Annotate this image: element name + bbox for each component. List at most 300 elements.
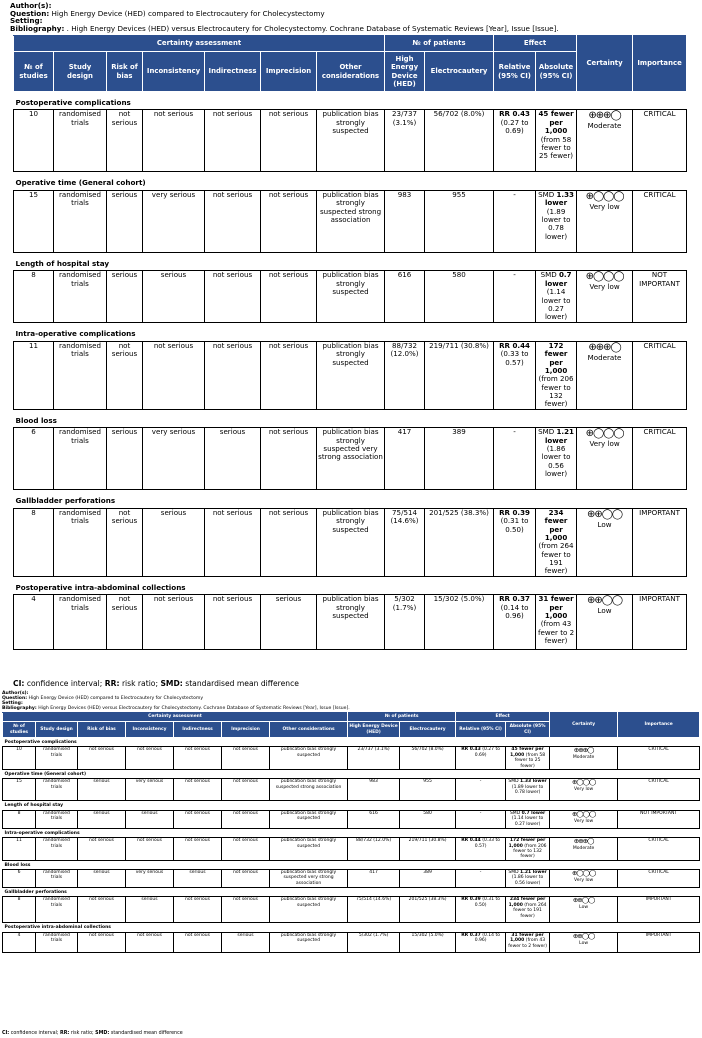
cell-inconsistency: serious <box>143 271 205 323</box>
absolute-ci: (from 264 fewer to 191 fewer) <box>538 541 574 576</box>
certainty-rating-icon: ⊕⊕⊕◯ <box>588 110 621 122</box>
footnote-ci-text-small: confidence interval; <box>10 1031 59 1036</box>
cell-importance: CRITICAL <box>618 747 700 770</box>
cell-ec: 219/711 (30.8%) <box>425 341 494 409</box>
cell-inconsistency: serious <box>143 508 205 576</box>
cell-risk: serious <box>78 870 126 888</box>
question-label-small: Question: <box>2 696 28 702</box>
absolute-ci: (1.86 lower to 0.56 lower) <box>541 444 571 479</box>
table-row <box>3 747 700 770</box>
cell-indirectness: not serious <box>174 810 222 828</box>
cell-ec: 955 <box>400 779 456 801</box>
bibliography-label: Bibliography: <box>10 23 65 33</box>
cell-importance: CRITICAL <box>618 838 700 861</box>
absolute-ci: (1.89 lower to 0.78 lower) <box>541 206 571 241</box>
cell-risk: not serious <box>107 110 143 172</box>
author-label-small: Author(s): <box>2 691 29 696</box>
cell-risk: serious <box>78 810 126 828</box>
cell-ec: 389 <box>400 870 456 888</box>
cell-absolute <box>536 341 577 409</box>
cell-certainty <box>577 508 633 576</box>
cell-relative <box>456 932 506 952</box>
absolute-ci: (1.14 lower to 0.27 lower) <box>541 287 571 322</box>
cell-absolute <box>536 595 577 650</box>
certainty-label: Low <box>579 905 589 911</box>
cell-absolute <box>506 897 550 923</box>
cell-other: publication bias strongly suspected <box>317 508 385 576</box>
certainty-label: Very low <box>574 818 594 824</box>
outcome-heading <box>14 409 687 427</box>
outcome-name: Postoperative complications <box>3 738 700 747</box>
relative-ci: - <box>479 810 482 816</box>
absolute-prefix: SMD <box>538 189 555 199</box>
cell-imprecision: not serious <box>222 747 270 770</box>
cell-importance: CRITICAL <box>633 428 687 490</box>
hed-header: High Energy Device (HED) <box>385 52 425 92</box>
cell-other: publication bias strongly suspected strong association <box>317 190 385 252</box>
relative-ci: - <box>513 270 516 280</box>
indirectness-header: Indirectness <box>205 52 261 92</box>
cell-imprecision: not serious <box>261 190 317 252</box>
cell-imprecision: not serious <box>261 341 317 409</box>
effect-header: Effect <box>494 36 577 52</box>
cell-inconsistency: very serious <box>143 190 205 252</box>
relative-estimate: RR 0.44 <box>461 838 481 844</box>
certainty-rating-icon: ⊕⊕⊕◯ <box>588 341 621 353</box>
absolute-ci: (from 206 fewer to 132 fewer) <box>538 374 574 409</box>
relative-ci: (0.33 to 0.57) <box>474 838 500 849</box>
certainty-label: Moderate <box>572 845 595 851</box>
header-block <box>10 2 702 32</box>
cell-indirectness: not serious <box>174 932 222 952</box>
cell-ec: 15/302 (5.0%) <box>425 595 494 650</box>
num-studies-header: № of studies <box>14 52 54 92</box>
absolute-estimate: 45 fewer per 1,000 <box>538 109 574 136</box>
other-considerations-header-small: Other considerations <box>270 722 348 738</box>
absolute-estimate: 1.21 lower <box>520 870 547 876</box>
cell-hed: 23/737 (3.1%) <box>385 110 425 172</box>
cell-imprecision: not serious <box>222 779 270 801</box>
cell-hed: 23/737 (3.1%) <box>348 747 400 770</box>
cell-risk: serious <box>107 271 143 323</box>
certainty-assessment-header: Certainty assessment <box>14 36 385 52</box>
cell-design: randomised trials <box>36 870 78 888</box>
footnote-small <box>2 1031 183 1036</box>
cell-other: publication bias strongly suspected <box>270 897 348 923</box>
cell-hed: 983 <box>385 190 425 252</box>
cell-hed: 417 <box>385 428 425 490</box>
cell-inconsistency: not serious <box>143 595 205 650</box>
cell-studies: 10 <box>14 110 54 172</box>
inconsistency-header: Inconsistency <box>143 52 205 92</box>
header-block-small <box>2 691 350 711</box>
relative-ci: (0.14 to 0.96) <box>500 602 529 620</box>
absolute-ci: (from 206 fewer to 132 fewer) <box>513 843 547 860</box>
absolute-prefix: SMD <box>508 779 519 785</box>
certainty-label: Moderate <box>587 121 622 131</box>
cell-other: publication bias strongly suspected <box>270 747 348 770</box>
imprecision-header: Imprecision <box>261 52 317 92</box>
cell-importance: IMPORTANT <box>618 932 700 952</box>
outcome-heading <box>14 490 687 508</box>
footnote-ci-label: CI: <box>13 679 25 688</box>
certainty-rating-icon: ⊕⊕◯◯ <box>586 595 623 607</box>
cell-absolute <box>536 110 577 172</box>
cell-importance: NOT IMPORTANT <box>633 271 687 323</box>
cell-indirectness: not serious <box>174 747 222 770</box>
cell-hed: 5/302 (1.7%) <box>348 932 400 952</box>
cell-studies: 6 <box>14 428 54 490</box>
importance-header-small: Importance <box>618 713 700 738</box>
relative-estimate: RR 0.37 <box>499 594 530 604</box>
certainty-rating-icon: ⊕◯◯◯ <box>585 271 624 283</box>
cell-studies: 11 <box>14 341 54 409</box>
effect-header-small: Effect <box>456 713 550 722</box>
certainty-label: Moderate <box>587 352 622 362</box>
cell-indirectness: not serious <box>174 838 222 861</box>
table-row <box>14 271 687 323</box>
cell-inconsistency: not serious <box>143 110 205 172</box>
outcome-heading <box>3 860 700 869</box>
table-row <box>14 508 687 576</box>
cell-other: publication bias strongly suspected <box>317 110 385 172</box>
cell-indirectness: not serious <box>205 110 261 172</box>
cell-risk: not serious <box>107 341 143 409</box>
electrocautery-header-small: Electrocautery <box>400 722 456 738</box>
cell-absolute <box>506 838 550 861</box>
cell-studies: 4 <box>3 932 36 952</box>
outcome-heading <box>3 769 700 778</box>
absolute-header: Absolute (95% CI) <box>536 52 577 92</box>
cell-other: publication bias strongly suspected <box>270 932 348 952</box>
cell-imprecision: not serious <box>222 838 270 861</box>
cell-design: randomised trials <box>54 508 107 576</box>
table-row <box>3 838 700 861</box>
certainty-rating-icon: ⊕⊕⊕◯ <box>573 837 594 846</box>
risk-of-bias-header-small: Risk of bias <box>78 722 126 738</box>
cell-certainty <box>550 747 618 770</box>
cell-inconsistency: very serious <box>143 428 205 490</box>
certainty-label: Low <box>597 605 612 615</box>
cell-hed: 616 <box>385 271 425 323</box>
relative-ci: - <box>479 870 482 876</box>
absolute-estimate: 0.7 lower <box>521 810 546 816</box>
cell-imprecision: not serious <box>222 810 270 828</box>
cell-certainty <box>550 838 618 861</box>
table-row <box>3 870 700 888</box>
certainty-label: Low <box>579 940 589 946</box>
table-row <box>3 932 700 952</box>
relative-ci: (0.33 to 0.57) <box>500 349 529 367</box>
footnote-smd-text-small: standardised mean difference <box>110 1031 183 1036</box>
table-row <box>3 779 700 801</box>
outcome-heading <box>3 801 700 810</box>
absolute-ci: (1.86 lower to 0.56 lower) <box>511 875 544 886</box>
cell-ec: 56/702 (8.0%) <box>425 110 494 172</box>
cell-relative <box>494 508 536 576</box>
certainty-assessment-header-small: Certainty assessment <box>3 713 348 722</box>
cell-design: randomised trials <box>54 271 107 323</box>
cell-importance: IMPORTANT <box>618 897 700 923</box>
cell-indirectness: not serious <box>205 271 261 323</box>
cell-indirectness: not serious <box>174 779 222 801</box>
relative-estimate: RR 0.39 <box>499 507 530 517</box>
cell-indirectness: not serious <box>205 341 261 409</box>
cell-other: publication bias strongly suspected <box>317 341 385 409</box>
cell-studies: 8 <box>14 508 54 576</box>
cell-indirectness: serious <box>174 870 222 888</box>
cell-absolute <box>506 870 550 888</box>
relative-header-small: Relative (95% CI) <box>456 722 506 738</box>
cell-ec: 955 <box>425 190 494 252</box>
relative-estimate: RR 0.43 <box>461 747 481 753</box>
cell-risk: serious <box>107 428 143 490</box>
cell-certainty <box>550 932 618 952</box>
certainty-label: Very low <box>589 282 620 292</box>
cell-relative <box>494 595 536 650</box>
outcome-name: Postoperative intra-abdominal collections <box>14 576 687 594</box>
absolute-header-small: Absolute (95% CI) <box>506 722 550 738</box>
outcome-name: Blood loss <box>14 409 687 427</box>
grade-table-large <box>0 1 702 688</box>
footnote-smd-label-small: SMD: <box>95 1031 110 1036</box>
cell-relative <box>494 271 536 323</box>
absolute-estimate: 0.7 lower <box>544 270 572 288</box>
setting-label: Setting: <box>10 16 43 26</box>
absolute-estimate: 234 fewer per 1,000 <box>544 507 568 542</box>
cell-relative <box>456 870 506 888</box>
cell-risk: not serious <box>107 508 143 576</box>
num-studies-header-small: № of studies <box>3 722 36 738</box>
cell-design: randomised trials <box>54 595 107 650</box>
cell-absolute <box>536 428 577 490</box>
outcome-heading <box>14 92 687 110</box>
cell-relative <box>456 838 506 861</box>
outcome-name: Gallbladder perforations <box>14 490 687 508</box>
table-row <box>3 897 700 923</box>
outcome-name: Operative time (General cohort) <box>3 769 700 778</box>
electrocautery-header: Electrocautery <box>425 52 494 92</box>
cell-imprecision: not serious <box>261 110 317 172</box>
cell-ec: 201/525 (38.3%) <box>425 508 494 576</box>
cell-risk: serious <box>78 779 126 801</box>
outcome-heading <box>14 172 687 190</box>
absolute-estimate: 1.33 lower <box>520 779 547 785</box>
cell-hed: 75/514 (14.6%) <box>348 897 400 923</box>
cell-indirectness: not serious <box>174 897 222 923</box>
cell-hed: 88/732 (12.0%) <box>348 838 400 861</box>
cell-design: randomised trials <box>54 190 107 252</box>
cell-absolute <box>506 932 550 952</box>
cell-imprecision: not serious <box>261 428 317 490</box>
hed-header-small: High Energy Device (HED) <box>348 722 400 738</box>
cell-other: publication bias strongly suspected <box>317 271 385 323</box>
cell-other: publication bias strongly suspected strong association <box>270 779 348 801</box>
footnote-smd-label: SMD: <box>160 679 183 688</box>
relative-estimate: RR 0.39 <box>461 897 481 903</box>
cell-risk: not serious <box>78 838 126 861</box>
absolute-prefix: SMD <box>509 810 521 816</box>
table-row <box>14 190 687 252</box>
cell-absolute <box>536 508 577 576</box>
cell-studies: 8 <box>3 810 36 828</box>
cell-ec: 580 <box>400 810 456 828</box>
risk-of-bias-header: Risk of bias <box>107 52 143 92</box>
cell-risk: not serious <box>107 595 143 650</box>
outcome-name: Gallbladder perforations <box>3 888 700 897</box>
cell-absolute <box>506 810 550 828</box>
absolute-ci: (from 43 fewer to 2 fewer) <box>538 619 575 645</box>
cell-other: publication bias strongly suspected <box>270 810 348 828</box>
cell-absolute <box>506 779 550 801</box>
table-row <box>14 110 687 172</box>
certainty-label: Moderate <box>572 755 595 761</box>
bibliography-label-small: Bibliography: <box>2 706 37 712</box>
cell-ec: 201/525 (38.3%) <box>400 897 456 923</box>
question-label: Question: <box>10 8 50 18</box>
importance-header: Importance <box>633 36 687 92</box>
relative-estimate: RR 0.37 <box>461 932 481 938</box>
cell-studies: 8 <box>3 897 36 923</box>
footnote-rr-label: RR: <box>104 679 120 688</box>
cell-design: randomised trials <box>54 110 107 172</box>
cell-certainty <box>550 810 618 828</box>
cell-relative <box>456 897 506 923</box>
cell-certainty <box>577 595 633 650</box>
num-patients-header-small: № of patients <box>348 713 456 722</box>
cell-certainty <box>577 341 633 409</box>
certainty-rating-icon: ⊕◯◯◯ <box>571 778 596 787</box>
other-considerations-header: Other considerations <box>317 52 385 92</box>
setting-label-small: Setting: <box>2 701 23 707</box>
cell-absolute <box>506 747 550 770</box>
cell-imprecision: serious <box>261 595 317 650</box>
absolute-ci: (from 43 fewer to 2 fewer) <box>508 938 547 949</box>
cell-certainty <box>577 428 633 490</box>
cell-design: randomised trials <box>36 810 78 828</box>
table-row <box>14 341 687 409</box>
absolute-ci: (from 58 fewer to 25 fewer) <box>539 134 574 161</box>
cell-hed: 983 <box>348 779 400 801</box>
cell-relative <box>456 779 506 801</box>
footnote-smd-text: standardised mean difference <box>185 679 299 688</box>
absolute-estimate: 1.33 lower <box>544 189 574 208</box>
evidence-table <box>13 35 687 650</box>
outcome-heading <box>14 252 687 270</box>
cell-ec: 580 <box>425 271 494 323</box>
cell-imprecision: not serious <box>261 508 317 576</box>
cell-indirectness: not serious <box>205 595 261 650</box>
outcome-name: Length of hospital stay <box>14 252 687 270</box>
inconsistency-header-small: Inconsistency <box>126 722 174 738</box>
cell-hed: 417 <box>348 870 400 888</box>
outcome-heading <box>3 888 700 897</box>
certainty-rating-icon: ⊕⊕◯◯ <box>572 896 595 905</box>
absolute-ci: (from 58 fewer to 25 fewer) <box>514 752 546 769</box>
cell-other: publication bias strongly suspected very strong association <box>317 428 385 490</box>
cell-imprecision: not serious <box>222 870 270 888</box>
footnote-rr-text: risk ratio; <box>121 679 159 688</box>
cell-importance: CRITICAL <box>618 779 700 801</box>
certainty-rating-icon: ⊕◯◯◯ <box>571 869 596 878</box>
cell-inconsistency: very serious <box>126 870 174 888</box>
absolute-prefix: SMD <box>508 870 519 876</box>
cell-hed: 88/732 (12.0%) <box>385 341 425 409</box>
outcome-name: Intra-operative complications <box>3 828 700 837</box>
cell-studies: 6 <box>3 870 36 888</box>
cell-imprecision: not serious <box>261 271 317 323</box>
cell-importance: CRITICAL <box>633 341 687 409</box>
indirectness-header-small: Indirectness <box>174 722 222 738</box>
relative-ci: - <box>479 779 482 785</box>
cell-hed: 616 <box>348 810 400 828</box>
cell-inconsistency: serious <box>126 810 174 828</box>
cell-studies: 8 <box>14 271 54 323</box>
cell-studies: 10 <box>3 747 36 770</box>
outcome-name: Postoperative complications <box>14 92 687 110</box>
cell-importance: IMPORTANT <box>633 595 687 650</box>
certainty-rating-icon: ⊕⊕◯◯ <box>572 931 595 940</box>
cell-design: randomised trials <box>54 428 107 490</box>
relative-estimate: RR 0.44 <box>499 340 530 350</box>
cell-certainty <box>550 779 618 801</box>
grade-table-small <box>0 689 678 1036</box>
relative-ci: (0.31 to 0.50) <box>500 516 529 534</box>
cell-certainty <box>550 870 618 888</box>
cell-importance: CRITICAL <box>618 870 700 888</box>
relative-ci: (0.27 to 0.69) <box>500 117 529 136</box>
cell-relative <box>494 190 536 252</box>
cell-inconsistency: not serious <box>126 747 174 770</box>
cell-other: publication bias strongly suspected <box>270 838 348 861</box>
cell-inconsistency: not serious <box>143 341 205 409</box>
certainty-label: Very low <box>574 787 594 793</box>
cell-ec: 56/702 (8.0%) <box>400 747 456 770</box>
cell-inconsistency: not serious <box>126 838 174 861</box>
absolute-estimate: 172 fewer per 1,000 <box>508 838 546 849</box>
absolute-estimate: 234 fewer per 1,000 <box>508 897 546 908</box>
absolute-estimate: 1.21 lower <box>544 427 574 445</box>
cell-importance: CRITICAL <box>633 190 687 252</box>
cell-certainty <box>577 271 633 323</box>
cell-design: randomised trials <box>36 747 78 770</box>
cell-hed: 5/302 (1.7%) <box>385 595 425 650</box>
table-row <box>14 428 687 490</box>
cell-importance: NOT IMPORTANT <box>618 810 700 828</box>
cell-design: randomised trials <box>36 779 78 801</box>
cell-studies: 15 <box>3 779 36 801</box>
certainty-rating-icon: ⊕⊕◯◯ <box>586 508 623 520</box>
absolute-estimate: 31 fewer per 1,000 <box>510 932 544 944</box>
certainty-rating-icon: ⊕◯◯◯ <box>571 809 596 818</box>
cell-imprecision: not serious <box>222 897 270 923</box>
cell-indirectness: not serious <box>205 190 261 252</box>
cell-ec: 15/302 (5.0%) <box>400 932 456 952</box>
relative-ci: - <box>513 189 516 199</box>
absolute-ci: (1.89 lower to 0.78 lower) <box>511 784 544 796</box>
relative-estimate: RR 0.43 <box>499 109 530 119</box>
certainty-header-small: Certainty <box>550 713 618 738</box>
certainty-rating-icon: ⊕◯◯◯ <box>585 428 624 440</box>
cell-design: randomised trials <box>36 932 78 952</box>
bibliography-text-small: High Energy Devices (HED) versus Electrocautery for Cholecystectomy. Cochrane Database of Systematic Reviews [Year], Issue [Issue]. <box>38 706 350 712</box>
absolute-prefix: SMD <box>538 427 555 437</box>
certainty-label: Low <box>597 519 612 529</box>
cell-importance: CRITICAL <box>633 110 687 172</box>
table-row <box>14 595 687 650</box>
cell-relative <box>456 810 506 828</box>
outcome-heading <box>3 738 700 747</box>
